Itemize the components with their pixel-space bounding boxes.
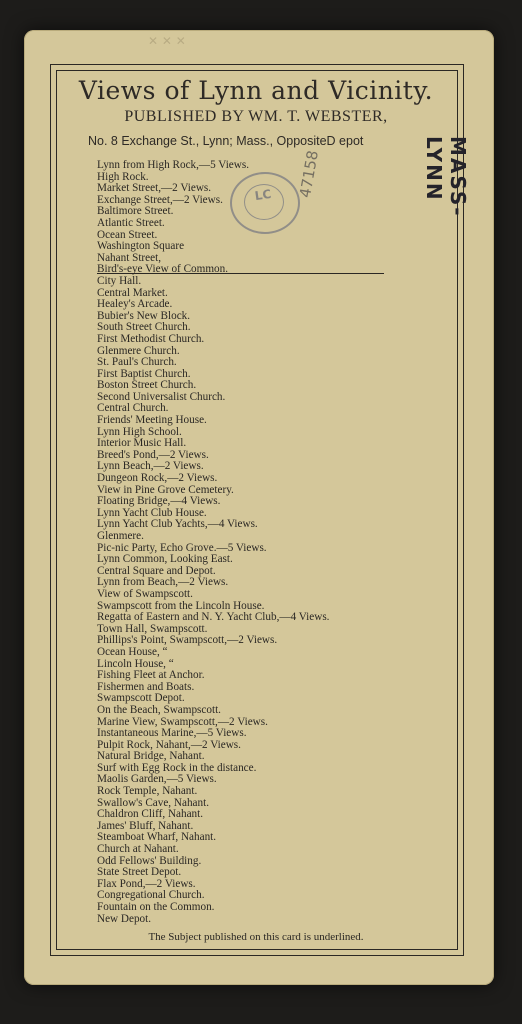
view-list-item: Exchange Street,—2 Views. bbox=[97, 193, 223, 206]
view-list-item: Breed's Pond,—2 Views. bbox=[97, 448, 209, 461]
view-list-item: Glenmere. bbox=[97, 530, 144, 542]
view-list-item: Second Universalist Church. bbox=[97, 390, 226, 403]
view-list-item: Swampscott Depot. bbox=[97, 692, 185, 705]
library-stamp-icon bbox=[230, 172, 300, 234]
view-list-item: Swallow's Cave, Nahant. bbox=[97, 796, 210, 809]
view-list-item: Bubier's New Block. bbox=[97, 309, 191, 322]
pencil-catalog-number: 47158 bbox=[296, 149, 323, 200]
view-list-item: Lynn from Beach,—2 Views. bbox=[97, 576, 229, 589]
view-list-item: Central Market. bbox=[97, 286, 168, 299]
view-list-item: Pulpit Rock, Nahant,—2 Views. bbox=[97, 738, 241, 751]
view-list-item: Odd Fellows' Building. bbox=[97, 854, 202, 867]
view-list-item: Atlantic Street. bbox=[97, 216, 165, 229]
view-list-item: Pic-nic Party, Echo Grove.—5 Views. bbox=[97, 541, 267, 554]
view-list-item: Fountain on the Common. bbox=[97, 901, 215, 913]
view-list-item: Regatta of Eastern and N. Y. Yacht Club,—4 Views. bbox=[97, 611, 330, 624]
view-list-item: Lincoln House, “ bbox=[97, 657, 174, 670]
view-list-item: St. Paul's Church. bbox=[97, 356, 177, 369]
view-list-item: Nahant Street, bbox=[97, 251, 161, 264]
view-list-item: Lynn High School. bbox=[97, 425, 182, 438]
view-list-item: Fishermen and Boats. bbox=[97, 680, 195, 693]
view-list-item: Boston Street Church. bbox=[97, 379, 197, 392]
view-list-item: Bird's-eye View of Common. bbox=[97, 263, 229, 276]
view-list-item: Natural Bridge, Nahant. bbox=[97, 750, 205, 763]
view-list-item: James' Bluff, Nahant. bbox=[97, 819, 194, 832]
view-list-item: Town Hall, Swampscott. bbox=[97, 622, 208, 635]
view-list-item: Lynn Yacht Club House. bbox=[97, 506, 207, 519]
view-list-item: Baltimore Street. bbox=[97, 205, 174, 218]
view-list-item: South Street Church. bbox=[97, 321, 191, 334]
publisher-line: PUBLISHED BY WM. T. WEBSTER, bbox=[124, 108, 388, 125]
view-list-item: Floating Bridge,—4 Views. bbox=[97, 495, 221, 508]
view-list-item: Lynn Yacht Club Yachts,—4 Views. bbox=[97, 518, 258, 531]
subject-underline bbox=[97, 273, 384, 274]
view-list-item: Phillips's Point, Swampscott,—2 Views. bbox=[97, 634, 278, 647]
view-list-item: Lynn from High Rock,—5 Views. bbox=[97, 159, 250, 171]
view-list-item: Rock Temple, Nahant. bbox=[97, 785, 198, 798]
view-list-item: Glenmere Church. bbox=[97, 344, 180, 357]
view-list-item: City Hall. bbox=[97, 274, 142, 287]
view-list-item: First Methodist Church. bbox=[97, 332, 205, 345]
address-line: No. 8 Exchange St., Lynn; Mass., OppositeD epot bbox=[88, 134, 364, 148]
view-list-item: Ocean House, “ bbox=[97, 645, 168, 658]
view-list-item: Dungeon Rock,—2 Views. bbox=[97, 472, 218, 485]
stamp-letters: LC bbox=[253, 186, 273, 204]
view-list-item: Central Square and Depot. bbox=[97, 564, 216, 577]
view-list-item: Fishing Fleet at Anchor. bbox=[97, 669, 205, 682]
view-list-item: View of Swampscott. bbox=[97, 587, 193, 600]
card-title: Views of Lynn and Vicinity. bbox=[78, 76, 434, 105]
view-list-item: Surf with Egg Rock in the distance. bbox=[97, 761, 257, 774]
view-list-item: Market Street,—2 Views. bbox=[97, 182, 212, 195]
footer-note: The Subject published on this card is underlined. bbox=[148, 931, 364, 943]
view-list-item: Congregational Church. bbox=[97, 889, 205, 902]
view-list-item: Central Church. bbox=[97, 402, 169, 415]
view-list-item: Marine View, Swampscott,—2 Views. bbox=[97, 715, 268, 728]
view-list-item: Washington Square bbox=[97, 240, 185, 253]
view-list-item: Maolis Garden,—5 Views. bbox=[97, 773, 217, 786]
view-list-item: Instantaneous Marine,—5 Views. bbox=[97, 727, 247, 740]
view-list-item: Lynn Beach,—2 Views. bbox=[97, 460, 204, 473]
view-list-item: State Street Depot. bbox=[97, 866, 182, 879]
view-list-item: Healey's Arcade. bbox=[97, 298, 173, 311]
view-list-item: Flax Pond,—2 Views. bbox=[97, 877, 196, 890]
view-list-item: Interior Music Hall. bbox=[97, 437, 187, 450]
view-list-item: Lynn Common, Looking East. bbox=[97, 553, 233, 566]
faint-pencil-marks: ✕ ✕ ✕ bbox=[148, 34, 186, 48]
view-list-item: New Depot. bbox=[97, 912, 152, 925]
view-list-item: Swampscott from the Lincoln House. bbox=[97, 599, 265, 612]
view-list-item: On the Beach, Swampscott. bbox=[97, 703, 221, 716]
view-list-item: Steamboat Wharf, Nahant. bbox=[97, 831, 217, 844]
view-list-item: Chaldron Cliff, Nahant. bbox=[97, 808, 204, 821]
view-list-item: View in Pine Grove Cemetery. bbox=[97, 483, 234, 496]
view-list-item: Ocean Street. bbox=[97, 228, 158, 241]
view-list bbox=[97, 160, 329, 925]
view-list-item: Friends' Meeting House. bbox=[97, 414, 207, 427]
view-list-item: High Rock. bbox=[97, 170, 149, 183]
view-list-item: First Baptist Church. bbox=[97, 367, 191, 380]
view-list-item: Church at Nahant. bbox=[97, 843, 179, 856]
handwritten-location-label: MASS-LYNN bbox=[422, 136, 470, 218]
